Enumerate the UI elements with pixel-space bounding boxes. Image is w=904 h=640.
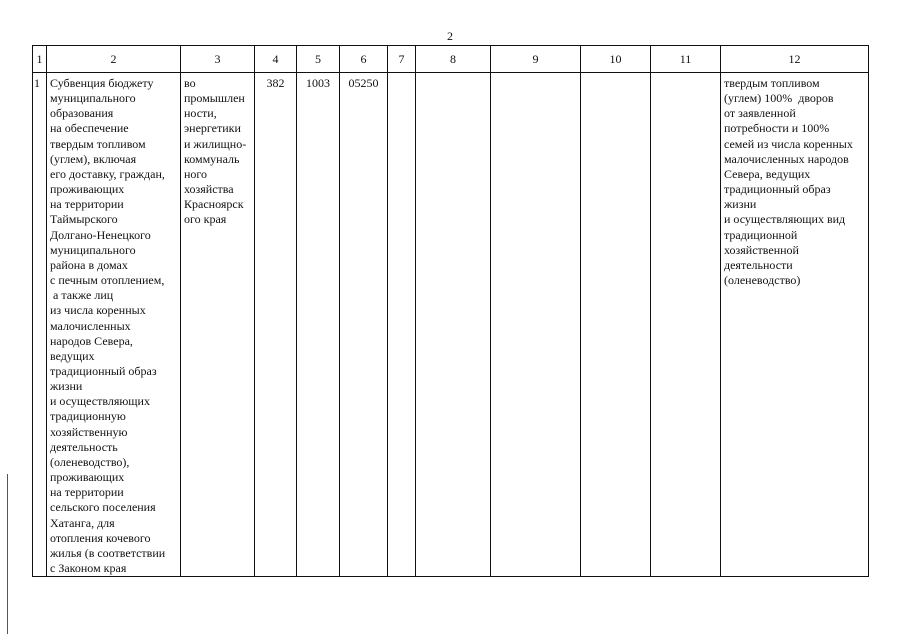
code-cell-5 bbox=[297, 73, 340, 577]
column-header-9: 9 bbox=[491, 46, 581, 73]
code-cell-6 bbox=[340, 73, 388, 577]
column-header-12: 12 bbox=[721, 46, 869, 73]
table-row bbox=[33, 73, 869, 577]
row-number: 1 bbox=[34, 76, 40, 90]
column-header-3: 3 bbox=[181, 46, 255, 73]
empty-cell-10 bbox=[581, 73, 651, 577]
column-header-4: 4 bbox=[255, 46, 297, 73]
column-header-10: 10 bbox=[581, 46, 651, 73]
result-description-cell bbox=[721, 73, 869, 577]
column-header-8: 8 bbox=[416, 46, 491, 73]
code-cell-4 bbox=[255, 73, 297, 577]
column-header-7: 7 bbox=[388, 46, 416, 73]
scan-margin-line bbox=[7, 474, 8, 634]
column-header-6: 6 bbox=[340, 46, 388, 73]
code-1003: 1003 bbox=[306, 76, 330, 90]
empty-cell-7 bbox=[388, 73, 416, 577]
empty-cell-9 bbox=[491, 73, 581, 577]
subsidy-description: Субвенция бюджету муниципального образования на обеспечение твердым топливом (углем), включая его доставку, граждан, проживающих на территории Таймырского Долгано-Ненецкого муниципального района в домах с печным отоплением, а также лиц из числа коренных малочисленных народов Севера, ведущих традиционный образ жизни и осуществляющих традиционную хозяйственную деятельность (оленеводство), проживающих на территории сельского поселения Хатанга, для отопления кочевого жилья (в соответствии с Законом края bbox=[50, 76, 166, 575]
empty-cell-8 bbox=[416, 73, 491, 577]
row-number-cell bbox=[33, 73, 47, 577]
column-header-2: 2 bbox=[47, 46, 181, 73]
subsidy-description-cell bbox=[47, 73, 181, 577]
page-number: 2 bbox=[447, 29, 453, 43]
result-description: твердым топливом (углем) 100% дворов от заявленной потребности и 100% семей из числа коренных малочисленных народов Севера, ведущих традиционный образ жизни и осуществляющих вид традиционной хозяйственной деятельности (оленеводство) bbox=[724, 76, 853, 288]
document-table bbox=[32, 45, 869, 577]
header-row bbox=[33, 46, 869, 73]
ministry-name-cell bbox=[181, 73, 255, 577]
column-header-11: 11 bbox=[651, 46, 721, 73]
column-header-5: 5 bbox=[297, 46, 340, 73]
code-05250: 05250 bbox=[348, 76, 379, 90]
code-382: 382 bbox=[266, 76, 285, 90]
column-header-1: 1 bbox=[33, 46, 47, 73]
empty-cell-11 bbox=[651, 73, 721, 577]
ministry-name: во промышлен ности, энергетики и жилищно- коммуналь ного хозяйства Красноярск ого края bbox=[184, 76, 247, 227]
